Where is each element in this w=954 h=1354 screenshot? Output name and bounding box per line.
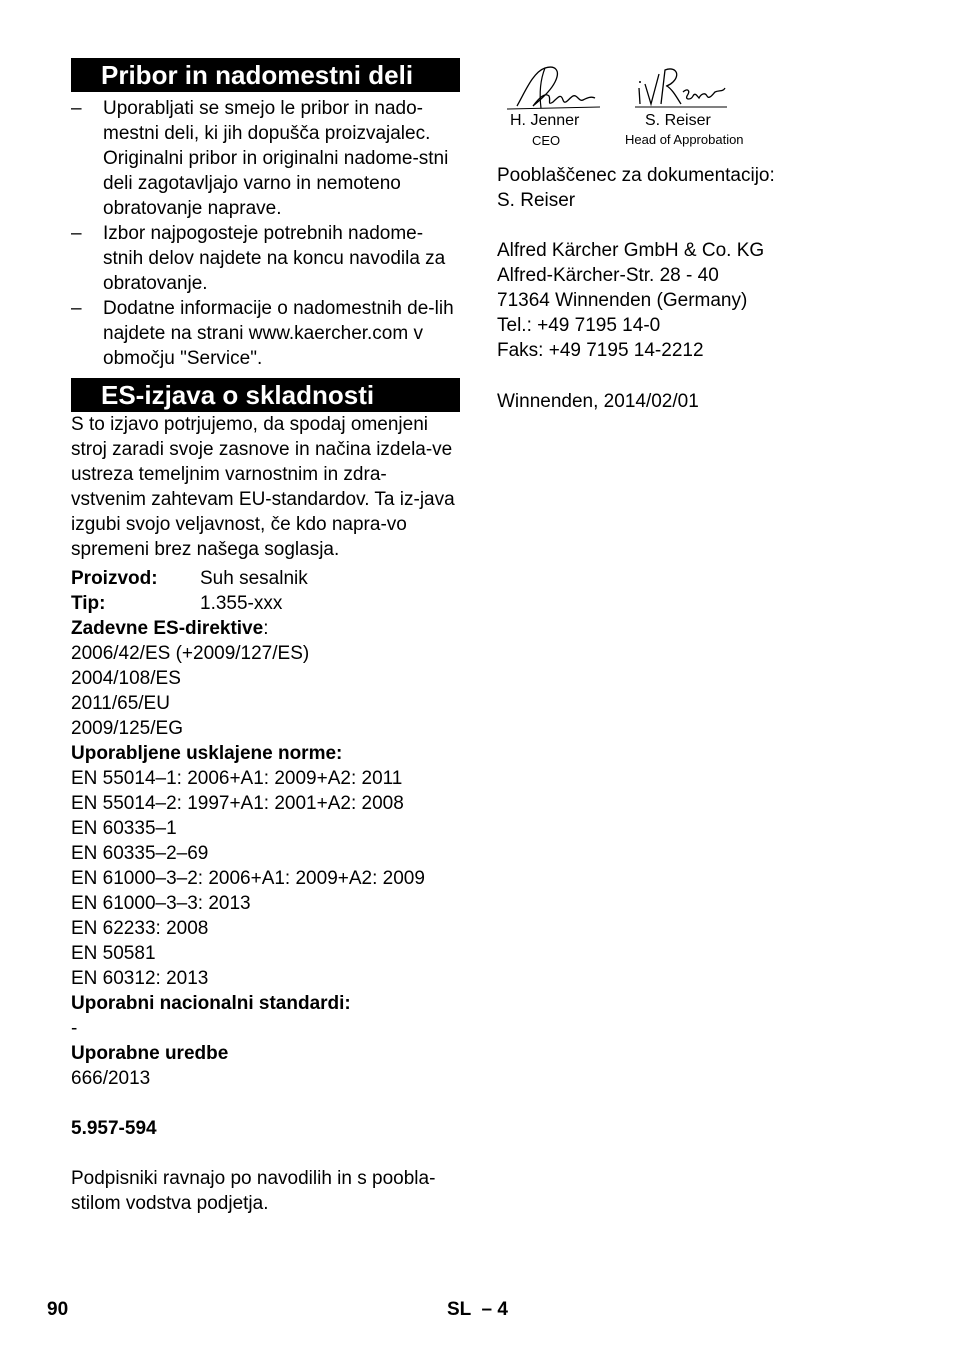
signer1-role: CEO bbox=[532, 133, 561, 148]
language-page-marker: SL – 4 bbox=[447, 1299, 508, 1320]
directives-colon: : bbox=[263, 618, 269, 639]
company-city: 71364 Winnenden (Germany) bbox=[497, 290, 748, 311]
national-standards-label: Uporabni nacionalni standardi: bbox=[71, 993, 351, 1014]
section-heading-accessories: Pribor in nadomestni deli bbox=[71, 58, 460, 92]
norms-label: Uporabljene usklajene norme: bbox=[71, 743, 343, 764]
norm-item: EN 55014–2: 1997+A1: 2001+A2: 2008 bbox=[71, 793, 404, 814]
document-number: 5.957-594 bbox=[71, 1118, 157, 1139]
list-item-text: Uporabljati se smejo le pribor in nado-mestni deli, ki jih dopušča proizvajalec. Originalni pribor in originalni nadome-stni deli zagotavljajo varno in nemoteno obratovanje naprave. bbox=[103, 98, 449, 219]
right-column bbox=[497, 58, 917, 414]
directive-item: 2009/125/EG bbox=[71, 718, 183, 739]
national-standards-value: - bbox=[71, 1018, 78, 1039]
doc-authorized-label: Pooblaščenec za dokumentacijo: bbox=[497, 165, 775, 186]
signature-reiser-icon bbox=[635, 66, 729, 112]
type-row bbox=[71, 591, 460, 616]
signer2-name: S. Reiser bbox=[645, 112, 711, 129]
type-label: Tip: bbox=[71, 593, 106, 614]
signature-block bbox=[497, 58, 917, 158]
list-item bbox=[71, 221, 460, 296]
doc-authorized-name: S. Reiser bbox=[497, 190, 576, 211]
list-item bbox=[71, 296, 460, 371]
declaration-intro: S to izjavo potrjujemo, da spodaj omenjeni stroj zaradi svoje zasnove in načina izdela-ve ustreza temeljnim varnostnim in zdra-vstvenim zahtevam EU-standardov. Ta iz-java izgubi svojo veljavnost, če kdo napra-vo spremeni brez našega soglasja. bbox=[71, 414, 455, 560]
norm-item: EN 61000–3–3: 2013 bbox=[71, 893, 251, 914]
directives-heading bbox=[71, 616, 460, 641]
product-value: Suh sesalnik bbox=[200, 568, 308, 589]
regulations-label: Uporabne uredbe bbox=[71, 1043, 229, 1064]
product-row bbox=[71, 566, 460, 591]
list-item bbox=[71, 96, 460, 221]
norm-item: EN 55014–1: 2006+A1: 2009+A2: 2011 bbox=[71, 768, 403, 789]
signer2-role: Head of Approbation bbox=[625, 132, 744, 147]
norm-item: EN 60335–1 bbox=[71, 818, 177, 839]
accessories-list bbox=[71, 96, 460, 371]
directive-item: 2006/42/ES (+2009/127/ES) bbox=[71, 643, 310, 664]
company-street: Alfred-Kärcher-Str. 28 - 40 bbox=[497, 265, 719, 286]
type-value: 1.355-xxx bbox=[200, 593, 283, 614]
company-name: Alfred Kärcher GmbH & Co. KG bbox=[497, 240, 765, 261]
regulations-value: 666/2013 bbox=[71, 1068, 151, 1089]
section-heading-declaration: ES-izjava o skladnosti bbox=[71, 378, 460, 412]
norm-item: EN 61000–3–2: 2006+A1: 2009+A2: 2009 bbox=[71, 868, 425, 889]
directive-item: 2011/65/EU bbox=[71, 693, 170, 714]
place-date: Winnenden, 2014/02/01 bbox=[497, 391, 699, 412]
company-fax: Faks: +49 7195 14-2212 bbox=[497, 340, 704, 361]
norm-item: EN 62233: 2008 bbox=[71, 918, 209, 939]
dash-bullet: – bbox=[71, 223, 82, 244]
directive-item: 2004/108/ES bbox=[71, 668, 181, 689]
signature-jenner-icon bbox=[505, 62, 605, 114]
company-tel: Tel.: +49 7195 14-0 bbox=[497, 315, 661, 336]
dash-bullet: – bbox=[71, 98, 82, 119]
dash-bullet: – bbox=[71, 298, 82, 319]
signer1-name: H. Jenner bbox=[510, 112, 580, 129]
directives-label: Zadevne ES-direktive bbox=[71, 618, 264, 639]
closing-statement: Podpisniki ravnajo po navodilih in s poobla-stilom vodstva podjetja. bbox=[71, 1168, 436, 1214]
list-item-text: Dodatne informacije o nadomestnih de-lih najdete na strani www.kaercher.com v območju "Service". bbox=[103, 298, 454, 369]
norm-item: EN 50581 bbox=[71, 943, 156, 964]
norm-item: EN 60335–2–69 bbox=[71, 843, 209, 864]
product-label: Proizvod: bbox=[71, 568, 158, 589]
list-item-text: Izbor najpogosteje potrebnih nadome-stnih delov najdete na koncu navodila za obratovanje. bbox=[103, 223, 446, 294]
norm-item: EN 60312: 2013 bbox=[71, 968, 209, 989]
page-number: 90 bbox=[47, 1299, 69, 1320]
left-column bbox=[71, 58, 460, 1216]
